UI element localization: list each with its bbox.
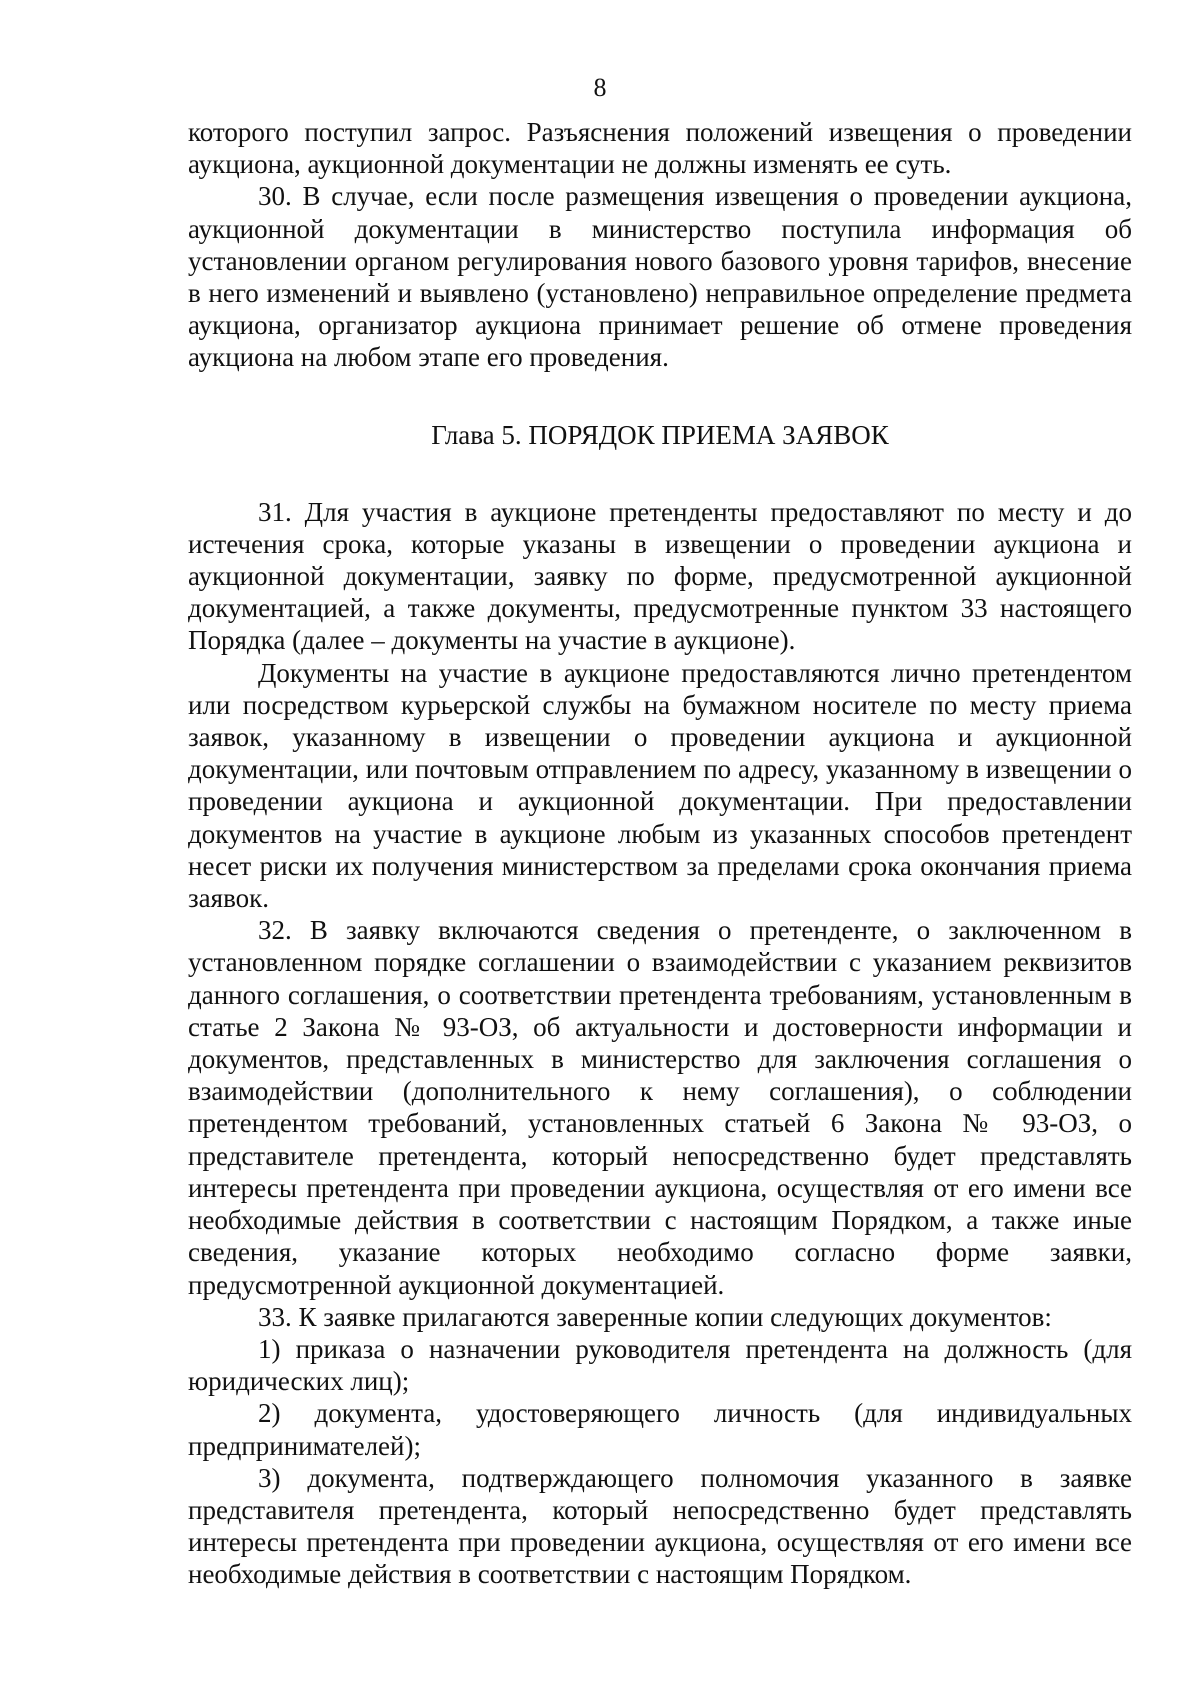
- list-item-2: 2) документа, удостоверяющего личность (для индивидуальных предпринимателей);: [188, 1398, 1132, 1461]
- document-body: [188, 116, 1132, 1591]
- list-item-1: 1) приказа о назначении руководителя претендента на должность (для юридических лиц);: [188, 1333, 1132, 1397]
- chapter-heading: Глава 5. ПОРЯДОК ПРИЕМА ЗАЯВОК: [431, 419, 889, 450]
- paragraph-documents-submission: Документы на участие в аукционе предоставляются лично претендентом или посредством курьерской службы на бумажном носителе по месту приема заявок, указанному в извещении о проведении аукциона и аукционной документации, или почтовым отправлением по адресу, указанному в извещении о проведении аукциона и аукционной документации. При предоставлении документов на участие в аукционе любым из указанных способов претендент несет риски их получения министерством за пределами срока окончания приема заявок.: [188, 657, 1132, 914]
- page-number: 8: [593, 73, 607, 102]
- paragraph-item-33: 33. К заявке прилагаются заверенные копии следующих документов:: [258, 1301, 1052, 1332]
- paragraph-item-31: 31. Для участия в аукционе претенденты предоставляют по месту и до истечения срока, которые указаны в извещении о проведении аукциона и аукционной документации, заявку по форме, предусмотренной аукционной документацией, а также документы, предусмотренные пунктом 33 настоящего Порядка (далее – документы на участие в аукционе).: [188, 496, 1132, 656]
- paragraph-continuation: которого поступил запрос. Разъяснения положений извещения о проведении аукциона, аукционной документации не должны изменять ее суть.: [188, 117, 1132, 180]
- paragraph-item-30: 30. В случае, если после размещения извещения о проведении аукциона, аукционной документации в министерство поступила информация об установлении органом регулирования нового базового уровня тарифов, внесение в него изменений и выявлено (установлено) неправильное определение предмета аукциона, организатор аукциона принимает решение об отмене проведения аукциона на любом этапе его проведения.: [188, 181, 1132, 373]
- list-item-3: 3) документа, подтверждающего полномочия указанного в заявке представителя претендента, который непосредственно будет представлять интересы претендента при проведении аукциона, осуществляя от его имени все необходимые действия в соответствии с настоящим Порядком.: [188, 1462, 1132, 1590]
- paragraph-item-32: 32. В заявку включаются сведения о претенденте, о заключенном в установленном порядке соглашении о взаимодействии с указанием реквизитов данного соглашения, о соответствии претендента требованиям, установленным в статье 2 Закона № 93-ОЗ, об актуальности и достоверности информации и документов, представленных в министерство для заключения соглашения о взаимодействии (дополнительного к нему соглашения), о соблюдении претендентом требований, установленных статьей 6 Закона № 93-ОЗ, о представителе претендента, который непосредственно будет представлять интересы претендента при проведении аукциона, осуществляя от его имени все необходимые действия в соответствии с настоящим Порядком, а также иные сведения, указание которых необходимо согласно форме заявки, предусмотренной аукционной документацией.: [188, 915, 1132, 1300]
